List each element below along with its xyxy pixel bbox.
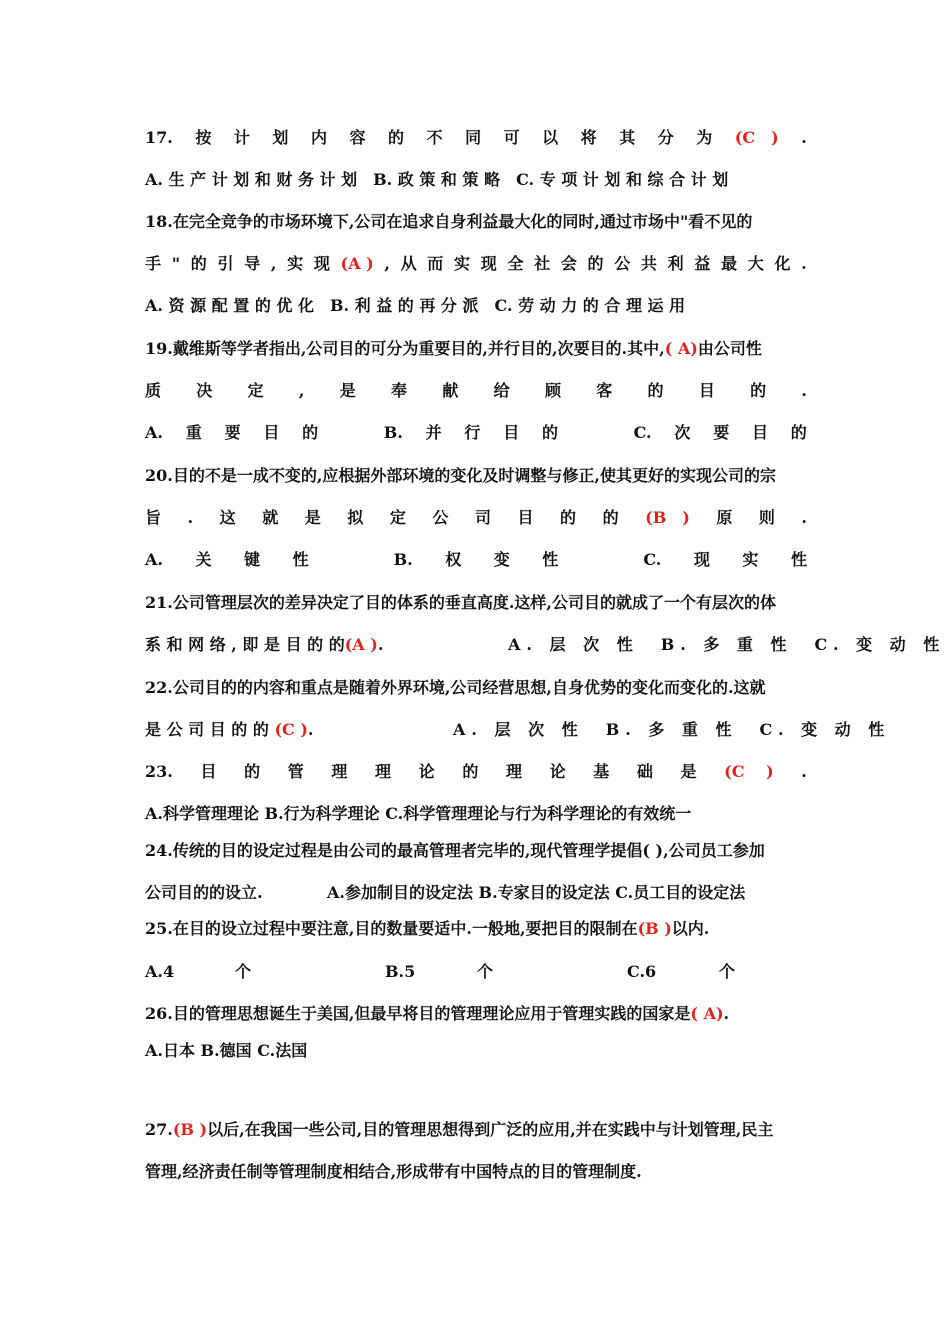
q20-char: 就 — [262, 508, 279, 527]
q18-char: 大 — [747, 254, 764, 273]
q19-char: 的 — [647, 381, 664, 400]
q18-options: A. 资 源 配 置 的 优 化 B. 利 益 的 再 分 派 C. 劳 动 力 的 合 理 运 用 — [145, 296, 686, 315]
q19-line2 — [145, 381, 807, 401]
q23-char: 论 — [549, 762, 566, 781]
q19-char: 是 — [339, 381, 356, 400]
q19-option: 目 — [751, 423, 768, 442]
q20-option: A. — [145, 550, 163, 569]
q19-char: , — [298, 381, 305, 400]
q22-text: . — [307, 720, 314, 739]
q19-option: 目 — [263, 423, 280, 442]
q26-text: . — [723, 1004, 730, 1023]
q23-options: A.科学管理理论 B.行为科学理论 C.科学管理理论与行为科学理论的有效统一 — [145, 804, 692, 823]
q18-char: 益 — [694, 254, 711, 273]
q20-line2 — [145, 508, 807, 528]
q25-text: 25.在目的设立过程中要注意,目的数量要适中.一般地,要把目的限制在 — [145, 919, 638, 938]
q17-options: A. 生 产 计 划 和 财 务 计 划 B. 政 策 和 策 略 C. 专 项 计 划 和 综 合 计 划 — [145, 170, 729, 189]
q19-option: 的 — [790, 423, 807, 442]
q18-char: 现 — [313, 254, 330, 273]
q18-char: 利 — [667, 254, 684, 273]
q19-option: 并 — [425, 423, 442, 442]
q21-line2 — [145, 635, 946, 655]
q20-option: 性 — [790, 550, 807, 569]
q18-char: 共 — [640, 254, 657, 273]
q19-option: 目 — [503, 423, 520, 442]
q19-option: 重 — [185, 423, 202, 442]
q19-option: 要 — [224, 423, 241, 442]
q19-option: B. — [383, 423, 403, 442]
q20-option: 变 — [493, 550, 510, 569]
q18-char: 实 — [454, 254, 471, 273]
q23-end: . — [801, 762, 807, 781]
q22-text: 是 公 司 目 的 的 — [145, 720, 269, 739]
q27-text: 27. — [145, 1120, 173, 1139]
q27-line2: 管理,经济责任制等管理制度相结合,形成带有中国特点的目的管理制度. — [145, 1162, 642, 1181]
q18-char: . — [801, 254, 807, 273]
q18-char: 引 — [217, 254, 234, 273]
q20-char: 公 — [432, 508, 449, 527]
q20-char: . — [187, 508, 194, 527]
q20-char: 司 — [474, 508, 491, 527]
q18-char: 全 — [507, 254, 524, 273]
q20-option: 性 — [542, 550, 559, 569]
q20-options — [145, 550, 807, 570]
q20-char: 的 — [602, 508, 619, 527]
q25-option: 个 — [235, 962, 252, 981]
q25-answer: (B ) — [637, 919, 672, 938]
q19-char: 定 — [247, 381, 264, 400]
q17-char: 将 — [580, 128, 597, 147]
q21-text: 系 和 网 络 , 即 是 目 的 的 — [145, 635, 345, 654]
q23-char: 23. — [145, 762, 173, 781]
q23-char: 基 — [593, 762, 610, 781]
q24-line1: 24.传统的目的设定过程是由公司的最高管理者完毕的,现代管理学提倡( ),公司员工参加 — [145, 841, 765, 860]
q20-option: 性 — [292, 550, 309, 569]
q17-char: 按 — [195, 128, 212, 147]
q18-char: 现 — [480, 254, 497, 273]
q18-char: 的 — [190, 254, 207, 273]
q17-char: 以 — [542, 128, 559, 147]
q26-line1 — [145, 1004, 807, 1024]
q20-option: B. — [393, 550, 413, 569]
q20-option: 实 — [742, 550, 759, 569]
q18-char: 化 — [774, 254, 791, 273]
q17-char: 可 — [503, 128, 520, 147]
q18-char: 从 — [400, 254, 417, 273]
q17-char: 17. — [145, 128, 173, 147]
q17-char: 计 — [233, 128, 250, 147]
q23-char: 是 — [680, 762, 697, 781]
q25-option: C.6 — [627, 962, 657, 981]
spacer — [591, 550, 611, 570]
q23-char: 础 — [636, 762, 653, 781]
q22-line2 — [145, 720, 891, 740]
question-23 — [145, 762, 807, 782]
q18-line1: 18.在完全竞争的市场环境下,公司在追求自身利益最大化的同时,通过市场中"看不见的 — [145, 212, 753, 231]
q24-text: 公司目的的设立. — [145, 883, 263, 902]
q17-char: 内 — [310, 128, 327, 147]
spacer — [581, 423, 611, 443]
q17-char: 为 — [696, 128, 713, 147]
q20-answer: (B ) — [645, 508, 690, 527]
q24-options: A.参加制目的设定法 B.专家目的设定法 C.员工目的设定法 — [327, 883, 746, 902]
q24-line2 — [145, 883, 807, 903]
q19-char: 客 — [596, 381, 613, 400]
q19-option: A. — [145, 423, 163, 442]
q18-char: 公 — [614, 254, 631, 273]
q20-option: 键 — [244, 550, 261, 569]
q19-answer: ( A) — [664, 339, 698, 358]
q18-char: 的 — [587, 254, 604, 273]
q17-char: 其 — [619, 128, 636, 147]
q17-char: 容 — [349, 128, 366, 147]
q25-text: 以内. — [671, 919, 710, 938]
q23-char: 理 — [375, 762, 392, 781]
q21-options: A. 层 次 性 B. 多 重 性 C. 变 动 性 — [508, 635, 946, 654]
q19-line1 — [145, 339, 807, 359]
q17-char: 的 — [388, 128, 405, 147]
q20-line1: 20.目的不是一成不变的,应根据外部环境的变化及时调整与修正,使其更好的实现公司的宗 — [145, 466, 776, 485]
q19-char: 的 — [750, 381, 767, 400]
q17-char: 不 — [426, 128, 443, 147]
q23-char: 论 — [418, 762, 435, 781]
q25-option: 个 — [719, 962, 736, 981]
q19-char: 决 — [196, 381, 213, 400]
q19-char: 顾 — [544, 381, 561, 400]
q25-option: B.5 — [385, 962, 416, 981]
q21-text: . — [377, 635, 384, 654]
q19-option: 的 — [302, 423, 319, 442]
q17-char: 同 — [465, 128, 482, 147]
q20-char: 的 — [560, 508, 577, 527]
q17-char: 划 — [272, 128, 289, 147]
q19-char: 献 — [442, 381, 459, 400]
q18-answer: (A ) — [340, 254, 374, 273]
q17-answer: (C ) — [734, 128, 779, 147]
spacer — [341, 423, 361, 443]
q20-option: 现 — [693, 550, 710, 569]
q19-text: 由公司性 — [697, 339, 762, 358]
q18-char: 而 — [427, 254, 444, 273]
q21-line1: 21.公司管理层次的差异决定了目的体系的垂直高度.这样,公司目的就成了一个有层次的体 — [145, 593, 776, 612]
q18-char: 社 — [534, 254, 551, 273]
q19-char: 奉 — [391, 381, 408, 400]
q25-option: A.4 — [145, 962, 175, 981]
q27-line1 — [145, 1120, 807, 1140]
q23-char: 的 — [462, 762, 479, 781]
q18-char: " — [171, 254, 181, 273]
q20-char: 是 — [304, 508, 321, 527]
q26-text: 26.目的管理思想诞生于美国,但最早将目的管理理论应用于管理实践的国家是 — [145, 1004, 691, 1023]
q20-option: 关 — [195, 550, 212, 569]
q22-options: A. 层 次 性 B. 多 重 性 C. 变 动 性 — [453, 720, 891, 739]
q20-char: 这 — [219, 508, 236, 527]
q23-answer: (C ) — [724, 762, 774, 781]
q22-line1: 22.公司目的的内容和重点是随着外界环境,公司经营思想,自身优势的变化而变化的.这就 — [145, 678, 766, 697]
q19-char: . — [801, 381, 807, 400]
spacer — [341, 550, 361, 570]
q18-char: , — [270, 254, 277, 273]
q20-char: 定 — [389, 508, 406, 527]
q18-char: 会 — [560, 254, 577, 273]
q20-option: 权 — [445, 550, 462, 569]
q20-char: . — [801, 508, 807, 527]
q20-char: 旨 — [145, 508, 162, 527]
q20-char: 原 — [716, 508, 733, 527]
q20-char: 则 — [758, 508, 775, 527]
q19-option: C. — [633, 423, 652, 442]
q19-char: 目 — [698, 381, 715, 400]
q25-option: 个 — [477, 962, 494, 981]
q19-char: 质 — [145, 381, 162, 400]
q19-option: 的 — [542, 423, 559, 442]
q27-answer: (B ) — [172, 1120, 208, 1139]
q22-answer: (C ) — [274, 720, 308, 739]
q27-text: 以后,在我国一些公司,目的管理思想得到广泛的应用,并在实践中与计划管理,民主 — [207, 1120, 774, 1139]
q19-option: 要 — [713, 423, 730, 442]
question-17 — [145, 128, 807, 148]
q18-char: , — [384, 254, 390, 273]
q26-options: A.日本 B.德国 C.法国 — [145, 1041, 308, 1060]
q19-option: 次 — [674, 423, 691, 442]
q19-text: 19.戴维斯等学者指出,公司目的可分为重要目的,并行目的,次要目的.其中, — [145, 339, 665, 358]
q18-char: 最 — [721, 254, 738, 273]
q23-char: 理 — [505, 762, 522, 781]
q23-char: 理 — [331, 762, 348, 781]
q21-answer: (A ) — [344, 635, 378, 654]
q18-char: 手 — [145, 254, 162, 273]
q17-char: 分 — [657, 128, 674, 147]
q20-char: 目 — [517, 508, 534, 527]
q19-option: 行 — [464, 423, 481, 442]
q23-char: 管 — [287, 762, 304, 781]
q26-answer: ( A) — [690, 1004, 724, 1023]
q19-char: 给 — [493, 381, 510, 400]
q17-end: . — [801, 128, 807, 147]
q18-char: 导 — [244, 254, 261, 273]
q23-char: 的 — [244, 762, 261, 781]
q20-option: C. — [643, 550, 662, 569]
q25-line1 — [145, 919, 807, 939]
q20-char: 拟 — [347, 508, 364, 527]
q23-char: 目 — [200, 762, 217, 781]
q18-line2 — [145, 254, 807, 274]
q19-options — [145, 423, 807, 443]
q18-char: 实 — [287, 254, 304, 273]
